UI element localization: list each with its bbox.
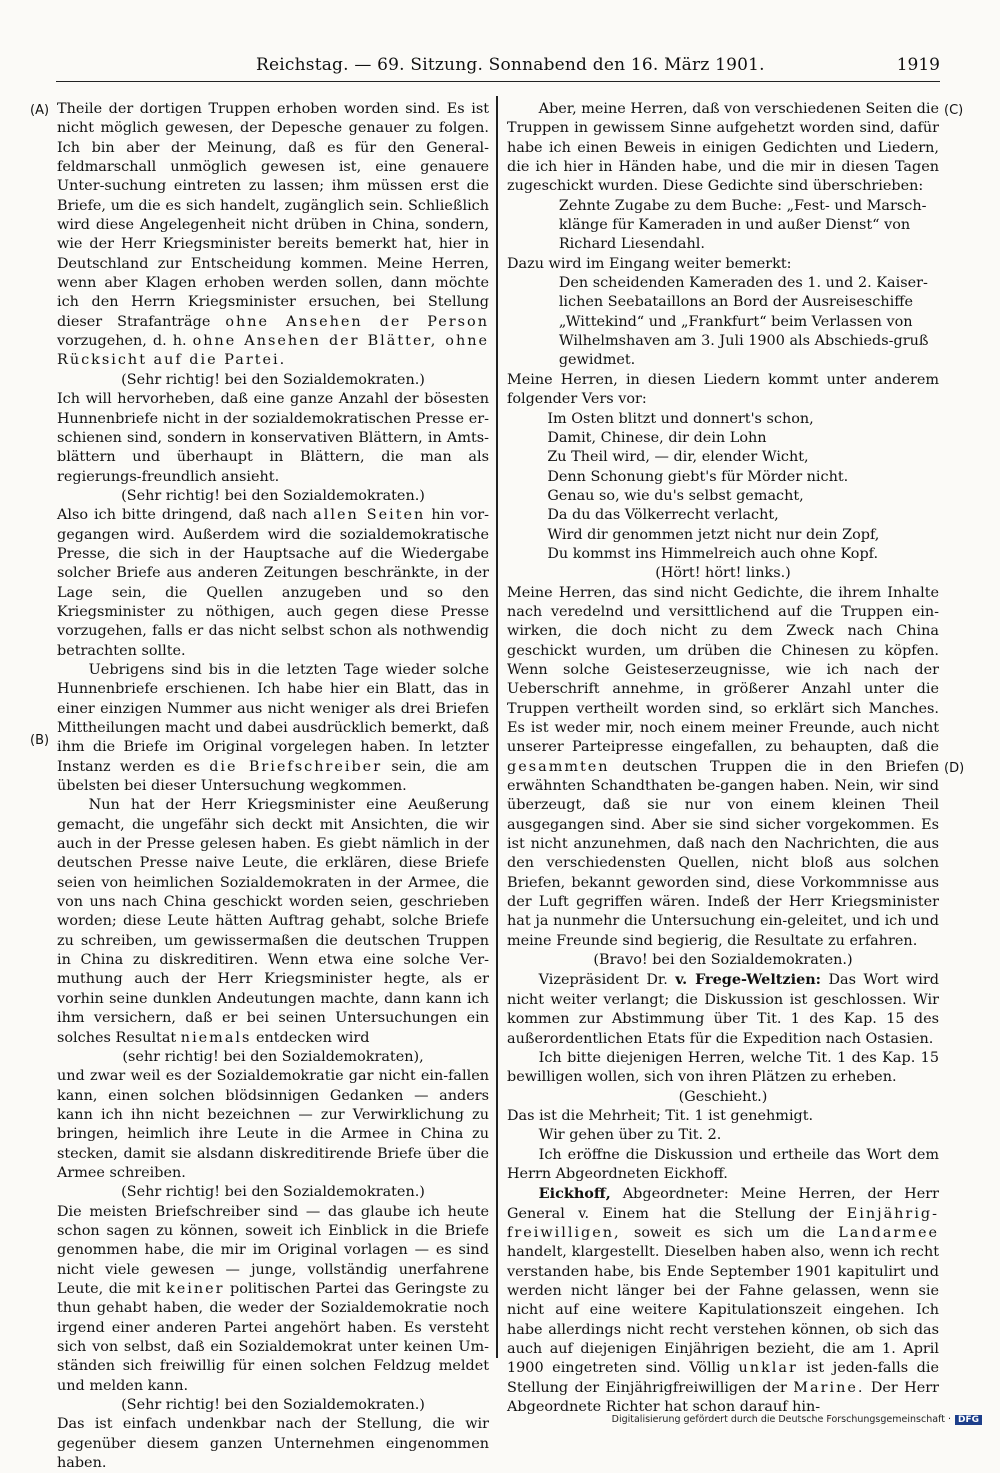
paragraph: Uebrigens sind bis in die letzten Tage wieder solche Hunnenbriefe erschienen. Ich habe hier ein Blatt, das in einer einzigen Nummer aus nicht weniger als drei Briefen Mittheilungen macht und dabei ausdrücklich bemerkt, daß ihm die Briefe im Original vorgelegen haben. In letzter Instanz werden es die Briefschreiber sein, die am übelsten bei dieser Untersuchung wegkommen. — [57, 661, 490, 795]
paragraph: Ich eröffne die Diskussion und ertheile das Wort dem Herrn Abgeordneten Eickhoff. — [507, 1146, 939, 1182]
paragraph: Ich will hervorheben, daß eine ganze Anzahl der bösesten Hunnenbriefe nicht in der sozialdemokratischen Presse er-schienen sind, sondern in konservativen Blättern, in Amts-blättern und überhaupt in Blättern, die man als regierungs-freundlich ansieht. — [57, 391, 489, 485]
right-column — [507, 100, 939, 1417]
interjection: (Sehr richtig! bei den Sozialdemokraten.) — [121, 371, 425, 388]
interjection: (Sehr richtig! bei den Sozialdemokraten.) — [121, 1397, 425, 1414]
verse-line: Genau so, wie du's selbst gemacht, — [547, 487, 804, 504]
left-column — [57, 100, 489, 1473]
verse-line: Wird dir genommen jetzt nicht nur dein Zopf, — [547, 526, 880, 543]
dfg-logo: DFG — [955, 1415, 982, 1425]
paragraph: Meine Herren, in diesen Liedern kommt unter anderem folgender Vers vor: — [507, 371, 939, 408]
margin-mark-d: (D) — [944, 761, 965, 776]
paragraph: Die meisten Briefschreiber sind — das glaube ich heute schon sagen zu können, soweit ich Einblick in die Briefe genommen habe, die mir im Original vorlagen — es sind nicht viele gewesen — junge, vollständig unerfahrene Leute, die mit keiner politischen Partei das Geringste zu thun gehabt haben, die weder der Sozialdemokratie noch irgend einer anderen Partei angehört haben. Es versteht sich von selbst, daß ein Sozialdemokrat unter keinen Um-ständen sich freiwillig für einen solchen Feldzug meldet und melden kann. — [57, 1203, 489, 1394]
verse-line: Im Osten blitzt und donnert's schon, — [547, 410, 814, 427]
paragraph: Wir gehen über zu Tit. 2. — [538, 1127, 722, 1144]
digitization-footer — [612, 1414, 982, 1425]
verse-line: Damit, Chinese, dir dein Lohn — [547, 429, 767, 446]
interjection: (Hört! hört! links.) — [655, 565, 791, 582]
quotation: Zehnte Zugabe zu dem Buche: „Fest- und Marsch-klänge für Kameraden in und außer Dienst“ von Richard Liesendahl. — [558, 197, 927, 253]
paragraph: Dazu wird im Eingang weiter bemerkt: — [507, 255, 792, 272]
interjection: (Sehr richtig! bei den Sozialdemokraten.) — [121, 1184, 425, 1201]
paragraph: und zwar weil es der Sozialdemokratie gar nicht ein-fallen kann, einen solchen blödsinnigen Gedanken — anders kann ich ihn nicht bezeichnen — zur Verwirklichung zu bringen, heimlich ihre Leute in die Armee in China zu stecken, damit sie alsdann diskreditirende Briefe über die Armee schreiben. — [57, 1068, 489, 1181]
page-number: 1919 — [896, 55, 940, 75]
paragraph: Ich bitte diejenigen Herren, welche Tit. 1 des Kap. 15 bewilligen wollen, sich von ihren Plätzen zu erheben. — [507, 1049, 939, 1086]
quotation: Den scheidenden Kameraden des 1. und 2. Kaiser-lichen Seebataillons an Bord der Ausreiseschiffe „Wittekind“ und „Frankfurt“ beim Verlassen von Wilhelmshaven am 3. Juli 1900 als Abschieds-gruß gewidmet. — [558, 275, 929, 369]
interjection: (Sehr richtig! bei den Sozialdemokraten.) — [121, 487, 425, 504]
paragraph: Das ist die Mehrheit; Tit. 1 ist genehmigt. — [507, 1107, 814, 1124]
header-rule — [56, 81, 940, 82]
paragraph: Also ich bitte dringend, daß nach allen Seiten hin vor-gegangen wird. Außerdem wird die sozialdemokratische Presse, die sich in der Hauptsache auf die Wiedergabe solcher Briefe aus anderen Zeitungen beschränkte, in der Lage sein, die Quellen anzugeben und so den Kriegsminister zu nöthigen, auch gegen diese Presse vorzugehen, falls er das nicht selbst schon als nothwendig betrachten sollte. — [57, 507, 489, 659]
margin-mark-c: (C) — [944, 103, 964, 118]
paragraph: Das ist einfach undenkbar nach der Stellung, die wir gegenüber diesem ganzen Unternehmen eingenommen haben. — [57, 1416, 489, 1472]
margin-mark-a: (A) — [30, 103, 50, 118]
page-header — [56, 55, 940, 79]
paragraph: Nun hat der Herr Kriegsminister eine Aeußerung gemacht, die ungefähr sich deckt mit Ansichten, die wir auch in der Presse gelesen haben. Es giebt nämlich in der deutschen Presse naive Leute, die erklären, diese Briefe seien von heimlichen Sozialdemokraten in der Armee, die von uns nach China geschickt worden seien, geschrieben worden; diese Leute hätten Auftrag gehabt, solche Briefe zu schreiben, um gewissermaßen die deutschen Truppen in China zu diskreditiren. Wenn etwa eine solche Ver-muthung auch der Herr Kriegsminister hegte, als er vorhin seine dunklen Andeutungen machte, dann kann ich ihm versichern, daß er bei seinen Untersuchungen ein solches Resultat niemals entdecken wird — [57, 797, 489, 1046]
running-head: Reichstag. — 69. Sitzung. Sonnabend den 16. März 1901. — [256, 55, 765, 75]
footer-text: Digitalisierung gefördert durch die Deutsche Forschungsgemeinschaft · — [611, 1414, 951, 1425]
margin-mark-b: (B) — [30, 733, 50, 748]
paragraph: Vizepräsident Dr. v. Frege-Weltzien: Das Wort wird nicht weiter verlangt; die Diskussion ist geschlossen. Wir kommen zur Abstimmung über Tit. 1 des Kap. 15 des außerordentlichen Etats für die Expedition nach Ostasien. — [507, 971, 939, 1047]
verse-line: Denn Schonung giebt's für Mörder nicht. — [547, 468, 849, 485]
interjection: (Bravo! bei den Sozialdemokraten.) — [593, 952, 853, 969]
verse-line: Zu Theil wird, — dir, elender Wicht, — [547, 449, 809, 466]
speaker-name: v. Frege-Weltzien: — [675, 971, 821, 989]
paragraph: Eickhoff, Abgeordneter: Meine Herren, der Herr General v. Einem hat die Stellung der Einjährig-freiwilligen, soweit es sich um die Landarmee handelt, klargestellt. Dieselben haben also, wenn ich recht verstanden habe, bis Ende September 1901 kapitulirt und werden nicht länger bei der Fahne gelassen, wenn sie nicht auf eine weitere Kapitulationszeit eingehen. Ich habe allerdings nicht recht verstehen können, ob sich das auch auf diejenigen Einjährigen bezieht, die am 1. April 1900 eingetreten sind. Völlig unklar ist jeden-falls die Stellung der Einjährigfreiwilligen der Marine. Der Herr Abgeordnete Richter hat schon darauf hin- — [507, 1185, 940, 1416]
verse-line: Du kommst ins Himmelreich auch ohne Kopf. — [547, 545, 879, 562]
paragraph: Aber, meine Herren, daß von verschiedenen Seiten die Truppen in gewissem Sinne aufgehetzt worden sind, dafür habe ich einen Beweis in einigen Gedichten und Liedern, die ich hier in Händen habe, und die mir in diesen Tagen zugeschickt wurden. Diese Gedichte sind überschrieben: — [507, 101, 939, 195]
interjection: (Geschieht.) — [678, 1088, 768, 1105]
speaker-name: Eickhoff, — [538, 1185, 611, 1203]
verse-line: Da du das Völkerrecht verlacht, — [547, 507, 779, 524]
paragraph: Meine Herren, das sind nicht Gedichte, die ihrem Inhalte nach veredelnd und versittlichend auf die Truppen ein-wirken, die doch nicht zu dem Zweck nach China geschickt wurden, um drüben die Chinesen zu köpfen. Wenn solche Geisteserzeugnisse, wie ich nach der Ueberschrift annehme, in größerer Anzahl unter die Truppen vertheilt worden sind, so erklärt sich Manches. Es ist weder mir, noch einem meiner Freunde, auch nicht unserer Parteipresse eingefallen, zu behaupten, daß die gesammten deutschen Truppen die in den Briefen erwähnten Schandthaten be-gangen haben. Nein, wir sind überzeugt, daß sie nur von einem kleinen Theil ausgegangen sind. Aber sie sind sicher vorgekommen. Es ist nicht anzunehmen, daß nach den Nachrichten, die aus den verschiedensten Quellen, nicht bloß aus solchen Briefen, bekannt geworden sind, diese Vorkommnisse aus der Luft gegriffen wären. Indeß der Herr Kriegsminister hat ja nunmehr die Untersuchung ein-geleitet, und ich und meine Freunde sind begierig, die Resultate zu erfahren. — [507, 584, 939, 949]
paragraph: Theile der dortigen Truppen erhoben worden sind. Es ist nicht möglich gewesen, der Depesche genauer zu folgen. Ich bin aber der Meinung, daß es für den General-feldmarschall unmöglich gewesen ist, eine genauere Unter-suchung eintreten zu lassen; ihm müssen erst die Briefe, um die es sich handelt, zugänglich sein. Schließlich wird diese Angelegenheit nicht drüben in China, sondern, wie der Herr Kriegsminister bereits bemerkt hat, hier in Deutschland zur Entscheidung kommen. Meine Herren, wenn aber Klagen erhoben werden sollen, dann möchte ich den Herrn Kriegsminister ersuchen, bei Stellung dieser Strafanträge ohne Ansehen der Person vorzugehen, d. h. ohne Ansehen der Blätter, ohne Rücksicht auf die Partei. — [57, 101, 490, 369]
interjection: (sehr richtig! bei den Sozialdemokraten), — [122, 1048, 424, 1065]
column-divider — [496, 96, 498, 1358]
